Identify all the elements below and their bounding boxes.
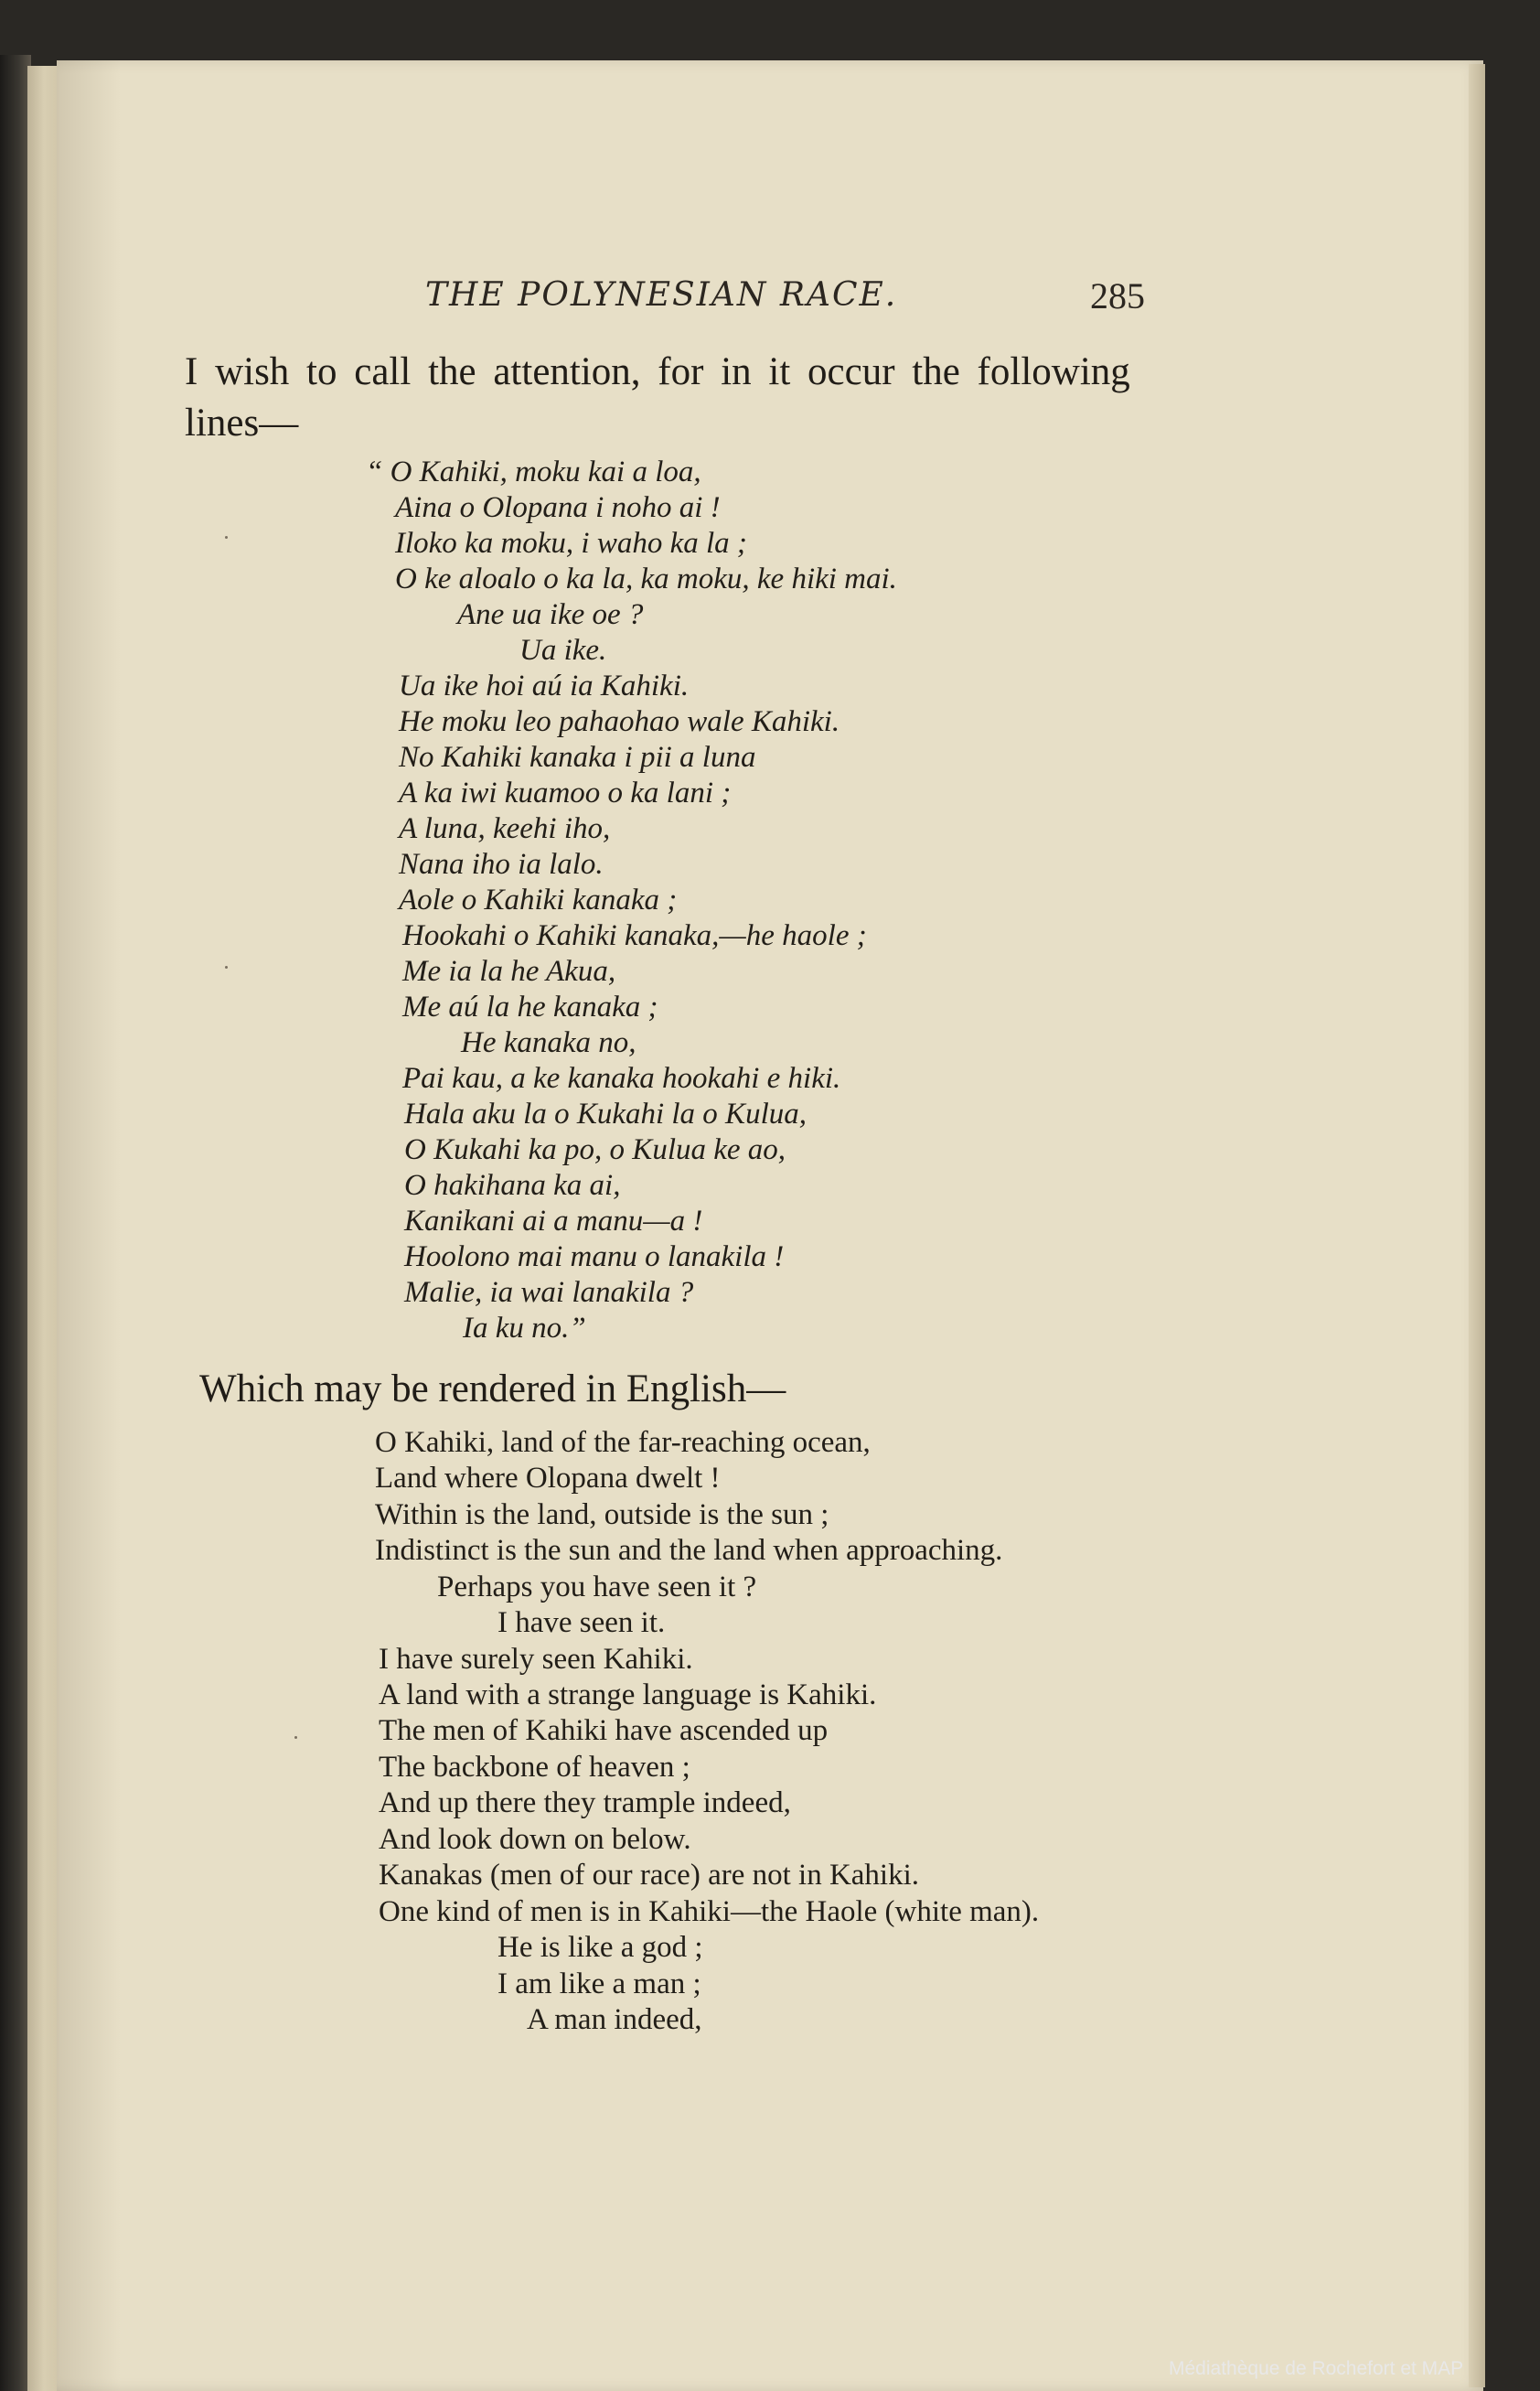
page-number: 285 (1090, 275, 1145, 316)
translation-line: The men of Kahiki have ascended up (379, 1714, 829, 1747)
poem-line: Hoolono mai manu o lanakila ! (404, 1240, 785, 1273)
translation-line: A man indeed, (527, 2003, 702, 2036)
poem-line: He moku leo pahaohao wale Kahiki. (399, 705, 840, 738)
translation-line: O Kahiki, land of the far-reaching ocean, (375, 1426, 871, 1459)
poem-line: Aole o Kahiki kanaka ; (399, 884, 678, 917)
poem-line: No Kahiki kanaka i pii a luna (399, 741, 756, 774)
poem-line: Aina o Olopana i noho ai ! (395, 491, 721, 524)
paper-speck (225, 536, 228, 539)
paper-speck (225, 966, 228, 969)
poem-line: Hookahi o Kahiki kanaka,—he haole ; (402, 919, 867, 952)
poem-line: Me aú la he kanaka ; (402, 991, 658, 1024)
translation-line: I have surely seen Kahiki. (379, 1643, 693, 1676)
page-right-edge (1469, 64, 1485, 2387)
translation-line: Land where Olopana dwelt ! (375, 1462, 721, 1495)
translation-line: He is like a god ; (497, 1931, 703, 1964)
translation-line: Within is the land, outside is the sun ; (375, 1498, 829, 1531)
translation-line: Perhaps you have seen it ? (437, 1571, 757, 1603)
poem-line: A ka iwi kuamoo o ka lani ; (399, 777, 732, 810)
translation-line: One kind of men is in Kahiki—the Haole (white man). (379, 1895, 1040, 1928)
transition-line: Which may be rendered in English— (199, 1367, 786, 1410)
translation-line: Indistinct is the sun and the land when approaching. (375, 1534, 1003, 1567)
library-watermark: Médiathèque de Rochefort et MAP (1169, 2358, 1464, 2379)
translation-line: The backbone of heaven ; (379, 1751, 690, 1784)
intro-line-2: lines— (185, 402, 299, 445)
poem-line: O ke aloalo o ka la, ka moku, ke hiki mai. (395, 563, 897, 595)
poem-line: A luna, keehi iho, (399, 812, 611, 845)
translation-line: Kanakas (men of our race) are not in Kahiki. (379, 1859, 920, 1892)
translation-line: I have seen it. (497, 1606, 666, 1639)
poem-line: “ O Kahiki, moku kai a loa, (366, 456, 701, 488)
poem-line: Nana iho ia lalo. (399, 848, 604, 881)
poem-line: Ua ike hoi aú ia Kahiki. (399, 670, 690, 702)
poem-line: Kanikani ai a manu—a ! (404, 1205, 703, 1238)
poem-line: O Kukahi ka po, o Kulua ke ao, (404, 1133, 786, 1166)
translation-line: And up there they trample indeed, (379, 1786, 791, 1819)
poem-line: Pai kau, a ke kanaka hookahi e hiki. (402, 1062, 841, 1095)
poem-line: Malie, ia wai lanakila ? (404, 1276, 694, 1309)
poem-line: He kanaka no, (461, 1026, 636, 1059)
poem-line: Hala aku la o Kukahi la o Kulua, (404, 1098, 807, 1131)
book-cover-edge (0, 55, 31, 2391)
poem-line: O hakihana ka ai, (404, 1169, 621, 1202)
poem-line: Iloko ka moku, i waho ka la ; (395, 527, 747, 560)
poem-line: Me ia la he Akua, (402, 955, 616, 988)
paper-speck (294, 1736, 297, 1739)
running-title: THE POLYNESIAN RACE. (425, 276, 898, 314)
poem-line: Ia ku no.” (463, 1312, 586, 1345)
poem-line: Ane ua ike oe ? (457, 598, 644, 631)
intro-line-1: I wish to call the attention, for in it occur the following (185, 350, 1130, 393)
translation-line: A land with a strange language is Kahiki. (379, 1678, 877, 1711)
translation-line: And look down on below. (379, 1823, 691, 1856)
poem-line: Ua ike. (519, 634, 607, 667)
translation-line: I am like a man ; (497, 1967, 701, 2000)
